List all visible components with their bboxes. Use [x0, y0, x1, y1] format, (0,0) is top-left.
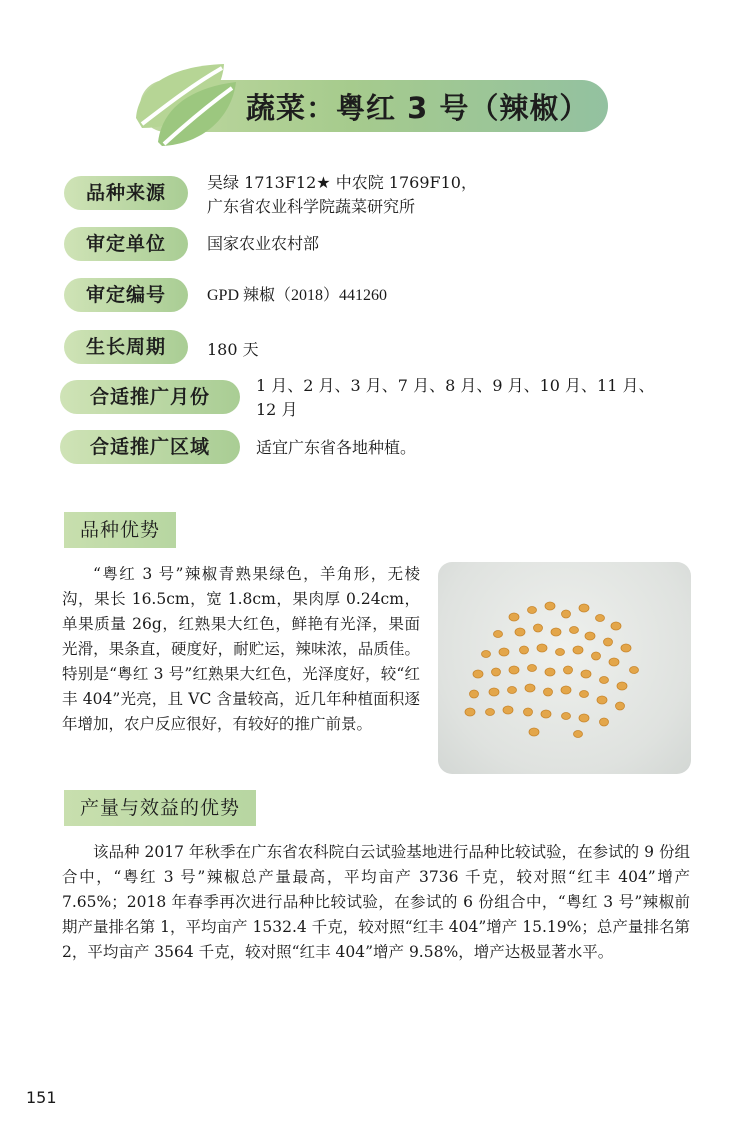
value-approval-number: GPD 辣椒（2018）441260: [207, 287, 388, 304]
page-number: 151: [26, 1088, 57, 1107]
value-source: 吴绿 1713F12★ 中农院 1769F10， 广东省农业科学院蔬菜研究所: [207, 173, 477, 216]
page-title: 蔬菜：粤红 3 号（辣椒）: [246, 91, 590, 125]
yield-paragraph: 该品种 2017 年秋季在广东省农科院白云试验基地进行品种比较试验，在参试的 9 份组合中，“粤红 3 号”辣椒总产量最高，平均亩产 3736 千克，较对照“红丰 404”增产 7.65%；2018 年春季再次进行品种比较试验，在参试的 6 份组合中，“粤红 3 号”辣椒前期产量排名第 1，平均亩产 1532.4 千克，较对照“红丰 404”增产 15.19%；总产量排名第 2，平均亩产 3564 千克，较对照“红丰 404”增产 9.58%，增产达极显著水平。: [62, 843, 690, 961]
seed-photo: [438, 562, 691, 774]
section-heading-advantage: 品种优势: [64, 512, 176, 548]
value-regions: 适宜广东省各地种植。: [256, 438, 417, 457]
label-regions: 合适推广区域: [60, 430, 240, 464]
leaf-icon: [128, 58, 240, 148]
value-approval-unit: 国家农业农村部: [207, 234, 320, 253]
value-growth-cycle: 180 天: [207, 340, 259, 359]
pepper-seeds-image: [438, 562, 691, 774]
label-approval-number: 审定编号: [64, 278, 188, 312]
value-months: 1 月、2 月、3 月、7 月、8 月、9 月、10 月、11 月、 12 月: [256, 376, 655, 419]
label-source: 品种来源: [64, 176, 188, 210]
advantage-paragraph: “粤红 3 号”辣椒青熟果绿色，羊角形，无棱沟，果长 16.5cm，宽 1.8cm，果肉厚 0.24cm，单果质量 26g，红熟果大红色，鲜艳有光泽，果面光滑，果条直，硬度好，耐贮运，辣味浓，品质佳。特别是“粤红 3 号”红熟果大红色，光泽度好，较“红丰 404”光亮，且 VC 含量较高，近几年种植面积逐年增加，农户反应很好，有较好的推广前景。: [62, 565, 420, 733]
label-approval-unit: 审定单位: [64, 227, 188, 261]
section-heading-yield: 产量与效益的优势: [64, 790, 256, 826]
label-growth-cycle: 生长周期: [64, 330, 188, 364]
label-months: 合适推广月份: [60, 380, 240, 414]
